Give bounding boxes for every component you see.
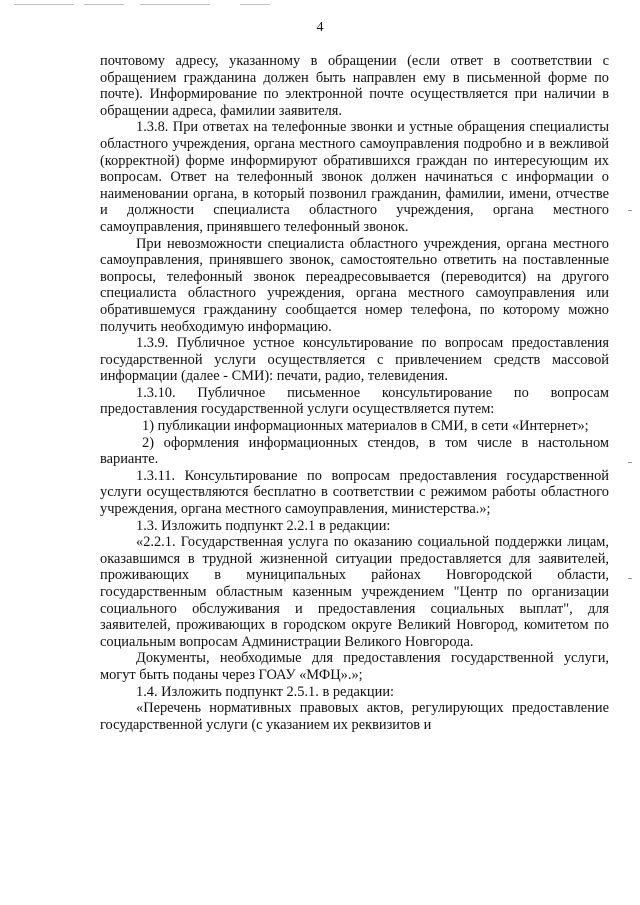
paragraph-continuation: почтовому адресу, указанному в обращении (если ответ в соответствии с обращением гражданина должен быть направлен ему в письменной форме по почте). Информирование по электронной почте осуществляется при наличии в обращении адреса, фамилии заявителя. [100,53,609,119]
scan-margin-mark [628,210,632,211]
list-item-2: 2) оформления информационных стендов, в том числе в настольном варианте. [100,434,609,468]
list-item-1: 1) публикации информационных материалов в СМИ, в сети «Интернет»; [142,418,589,435]
page-number: 4 [316,20,324,35]
scan-top-edge [0,0,640,10]
paragraph-1-3-9: 1.3.9. Публичное устное консультирование по вопросам предоставления государственной услуги осуществляется с привлечением средств массовой информации (далее - СМИ): печати, радио, телевидения. [100,335,609,385]
paragraph-redirect: При невозможности специалиста областного учреждения, органа местного самоуправления, принявшего звонок, самостоятельно ответить на поставленные вопросы, телефонный звонок переадресовывается (переводится) на другого специалиста областного учреждения, органа местного самоуправления или обратившемуся гражданину сообщается номер телефона, по которому можно получить необходимую информацию. [100,235,609,335]
paragraph-1-3-10: 1.3.10. Публичное письменное консультирование по вопросам предоставления государственной услуги осуществляется путем: [100,384,609,418]
paragraph-documents: Документы, необходимые для предоставления государственной услуги, могут быть поданы через ГОАУ «МФЦ».»; [100,650,609,683]
paragraph-1-3: 1.3. Изложить подпункт 2.2.1 в редакции: [136,517,391,534]
paragraph-1-3-11: 1.3.11. Консультирование по вопросам предоставления государственной услуги осуществляются бесплатно в соответствии с режимом работы областного учреждения, органа местного самоуправления, министерства.»; [100,467,609,518]
paragraph-perechen: «Перечень нормативных правовых актов, регулирующих предоставление государственной услуги (с указанием их реквизитов и [100,700,609,733]
body-text [100,53,609,733]
scan-margin-mark [628,578,632,579]
paragraph-2-2-1: «2.2.1. Государственная услуга по оказанию социальной поддержки лицам, оказавшимся в трудной жизненной ситуации предоставляется для заявителей, проживающих в муниципальных районах Новгородской области, государственным областным казенным учреждением "Центр по организации социального обслуживания и предоставления социальных выплат", для заявителей, проживающих в городском округе Великий Новгород, комитетом по социальным вопросам Администрации Великого Новгорода. [100,534,609,650]
paragraph-1-3-8: 1.3.8. При ответах на телефонные звонки и устные обращения специалисты областного учреждения, органа местного самоуправления подробно и в вежливой (корректной) форме информируют обратившихся граждан по интересующим их вопросам. Ответ на телефонный звонок должен начинаться с информации о наименовании органа, в который позвонил гражданин, фамилии, имени, отчестве и должности специалиста областного учреждения, органа местного самоуправления, принявшего телефонный звонок. [100,119,609,235]
scan-margin-mark [628,462,632,463]
paragraph-1-4: 1.4. Изложить подпункт 2.5.1. в редакции: [136,683,395,700]
